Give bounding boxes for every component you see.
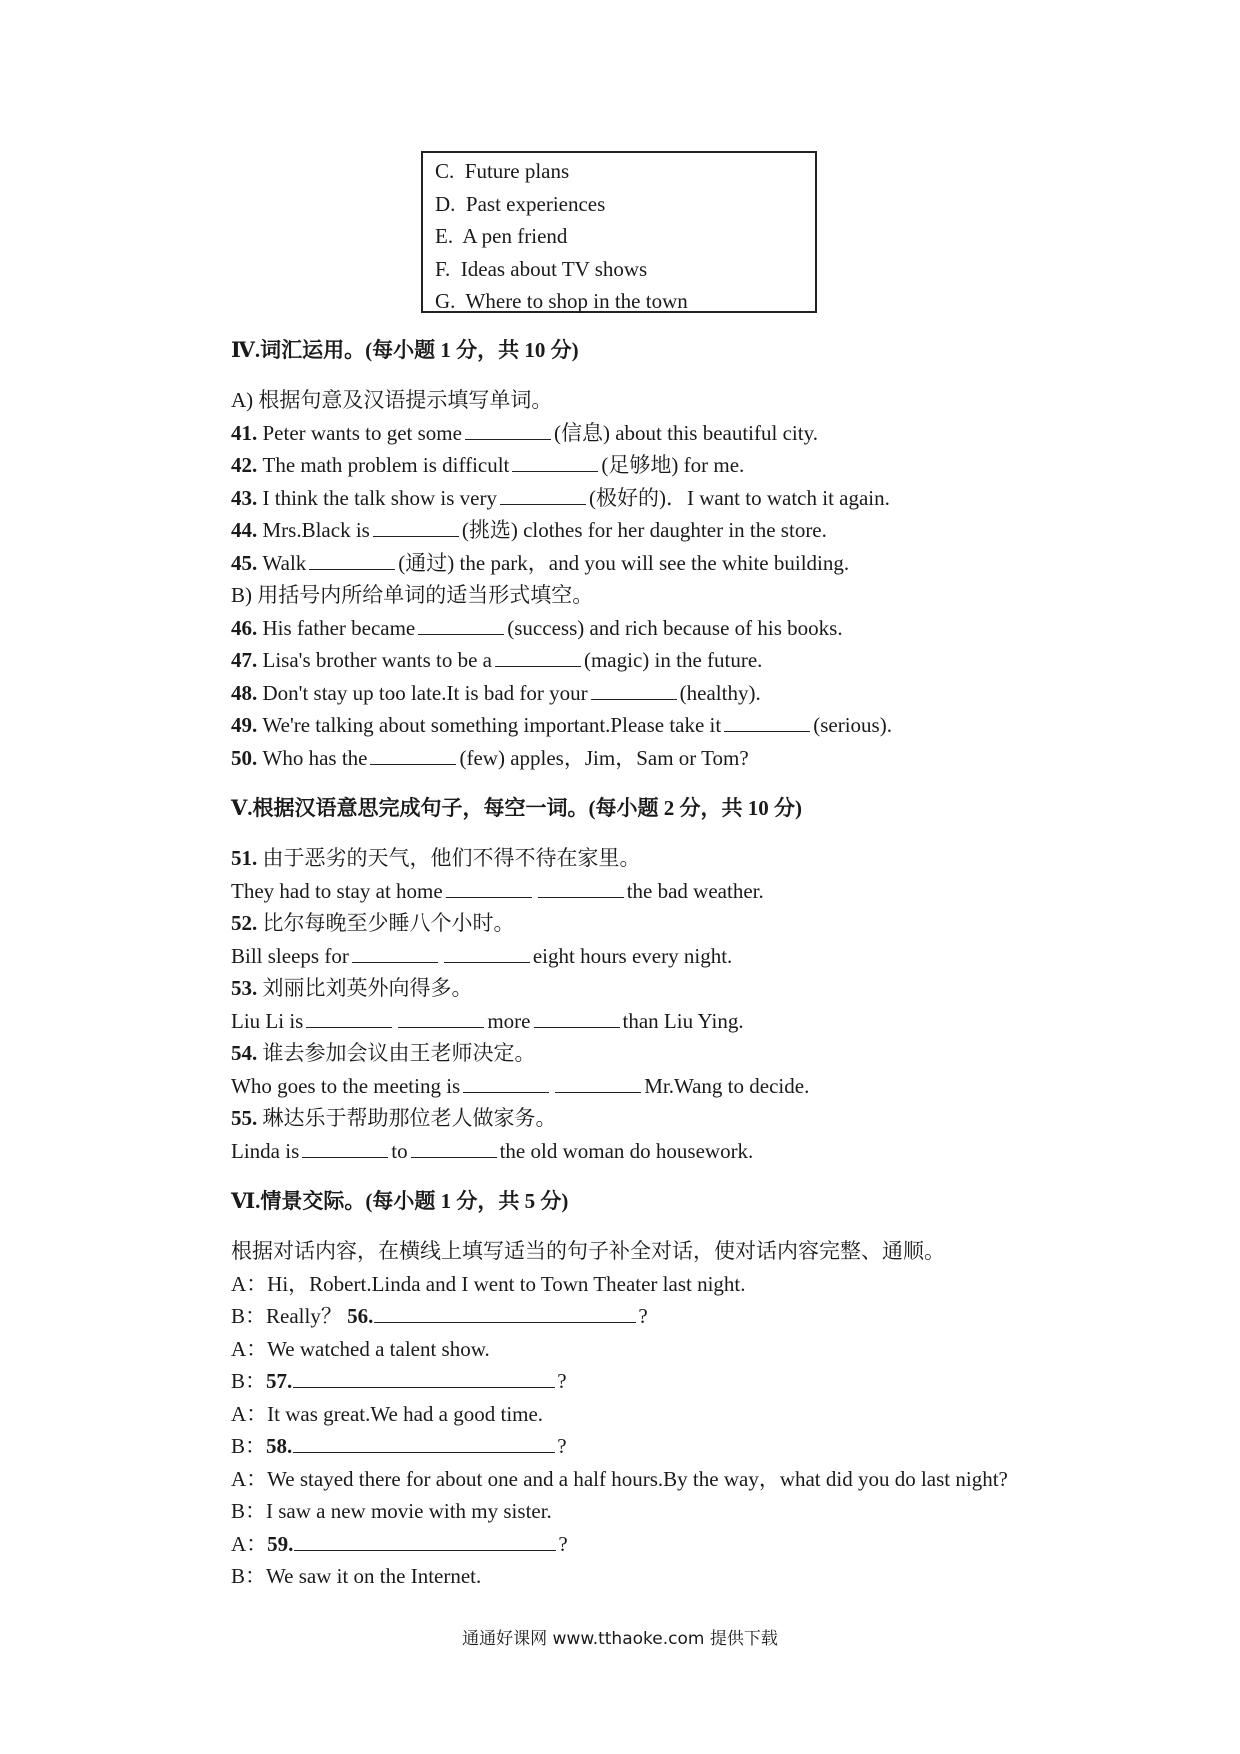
options-box: [421, 151, 817, 313]
speaker-label: B：: [231, 1369, 267, 1393]
dialog-text: Hi，Robert.Linda and I went to Town Theater last night.: [267, 1271, 746, 1296]
answer-blank[interactable]: [374, 1302, 636, 1323]
dialog-line: [231, 1560, 1131, 1593]
question-text: His father became: [262, 615, 416, 640]
section-4-title: Ⅳ.词汇运用。(每小题 1 分，共 10 分): [231, 338, 579, 362]
exam-content: [231, 330, 1131, 1593]
sentence-part: to: [391, 1138, 408, 1163]
question-mark: ?: [558, 1531, 568, 1556]
question-chinese: 琳达乐于帮助那位老人做家务。: [262, 1106, 557, 1130]
option-d: [435, 188, 815, 221]
answer-blank[interactable]: [370, 744, 456, 765]
question-48: [231, 677, 1131, 710]
question-text: (magic) in the future.: [583, 648, 763, 672]
option-c: [435, 155, 815, 188]
question-55-sentence: [231, 1135, 1131, 1168]
question-text: I think the talk show is very: [262, 485, 497, 510]
sentence-part: Who goes to the meeting is: [231, 1073, 461, 1098]
option-text: Where to shop in the town: [465, 289, 688, 314]
answer-blank[interactable]: [538, 877, 624, 898]
question-number: 42.: [231, 453, 258, 477]
option-text: A pen friend: [462, 224, 568, 249]
dialog-text: We watched a talent show.: [267, 1336, 490, 1361]
sentence-part: eight hours every night.: [532, 943, 733, 968]
answer-blank[interactable]: [293, 1367, 555, 1388]
question-text: (信息) about this beautiful city.: [553, 420, 818, 445]
question-text: Peter wants to get some: [262, 420, 462, 445]
question-43: [231, 482, 1131, 515]
question-text: Mrs.Black is: [262, 518, 370, 542]
answer-blank[interactable]: [418, 614, 504, 635]
dialog-line: [231, 1430, 1131, 1463]
question-52-prompt: [231, 907, 1131, 940]
sentence-part: Mr.Wang to decide.: [644, 1073, 810, 1098]
sentence-part: than Liu Ying.: [622, 1008, 744, 1033]
speaker-label: B：: [231, 1434, 267, 1458]
speaker-label: B：: [231, 1304, 267, 1328]
dialog-text: We stayed there for about one and a half hours.By the way，what did you do last night?: [267, 1466, 1008, 1491]
answer-blank[interactable]: [293, 1432, 555, 1453]
question-number: 53.: [231, 976, 258, 1000]
question-text: We're talking about something important.Please take it: [262, 713, 722, 737]
option-letter: F.: [435, 256, 451, 281]
sentence-part: the bad weather.: [626, 878, 764, 903]
answer-blank[interactable]: [534, 1007, 620, 1028]
option-letter: G.: [435, 289, 456, 314]
question-number: 51.: [231, 846, 258, 870]
question-51-prompt: [231, 842, 1131, 875]
answer-blank[interactable]: [591, 679, 677, 700]
speaker-label: A：: [231, 1336, 268, 1361]
question-number: 54.: [231, 1041, 258, 1065]
option-e: [435, 220, 815, 253]
question-chinese: 比尔每晚至少睡八个小时。: [262, 911, 515, 935]
dialog-line: [231, 1300, 1131, 1333]
answer-blank[interactable]: [398, 1007, 484, 1028]
question-52-sentence: [231, 940, 1131, 973]
section-4-part-b: B) 用括号内所给单词的适当形式填空。: [231, 583, 594, 607]
question-number: 59.: [267, 1531, 294, 1556]
question-number: 47.: [231, 648, 258, 672]
answer-blank[interactable]: [495, 646, 581, 667]
option-text: Past experiences: [465, 191, 606, 216]
question-44: [231, 514, 1131, 547]
question-mark: ?: [557, 1434, 567, 1458]
sentence-part: Bill sleeps for: [231, 943, 349, 968]
question-text: (serious).: [813, 713, 892, 737]
question-number: 52.: [231, 911, 258, 935]
question-text: (success) and rich because of his books.: [507, 615, 843, 640]
dialog-line: [231, 1268, 1131, 1301]
question-mark: ?: [638, 1304, 648, 1328]
question-51-sentence: [231, 875, 1131, 908]
answer-blank[interactable]: [555, 1072, 641, 1093]
speaker-label: A：: [231, 1271, 268, 1296]
option-f: [435, 253, 815, 286]
sentence-part: Linda is: [231, 1138, 300, 1163]
answer-blank[interactable]: [724, 711, 810, 732]
speaker-label: B：: [231, 1564, 267, 1588]
sentence-part: the old woman do housework.: [499, 1138, 754, 1163]
dialog-line: [231, 1333, 1131, 1366]
answer-blank[interactable]: [446, 877, 532, 898]
question-55-prompt: [231, 1102, 1131, 1135]
option-letter: E.: [435, 224, 454, 249]
sentence-part: They had to stay at home: [231, 878, 443, 903]
question-number: 50.: [231, 745, 258, 770]
option-text: Future plans: [464, 159, 570, 183]
question-49: [231, 709, 1131, 742]
speaker-label: A：: [231, 1531, 268, 1556]
question-mark: ?: [557, 1369, 567, 1393]
answer-blank[interactable]: [294, 1530, 556, 1551]
page-footer: 通通好课网 www.tthaoke.com 提供下载: [462, 1629, 778, 1649]
question-number: 46.: [231, 615, 258, 640]
question-text: (极好的)．I want to watch it again.: [588, 485, 890, 510]
section-5-title: Ⅴ.根据汉语意思完成句子，每空一词。(每小题 2 分，共 10 分): [231, 796, 803, 820]
option-letter: D.: [435, 191, 456, 216]
dialog-text: It was great.We had a good time.: [267, 1401, 544, 1426]
question-50: [231, 742, 1131, 775]
question-number: 41.: [231, 420, 258, 445]
question-54-sentence: [231, 1070, 1131, 1103]
answer-blank[interactable]: [512, 451, 598, 472]
question-text: (healthy).: [679, 680, 761, 705]
dialog-text: Really？: [266, 1304, 342, 1328]
question-text: (挑选) clothes for her daughter in the store.: [461, 518, 827, 542]
question-number: 44.: [231, 518, 258, 542]
sentence-part: Liu Li is: [231, 1008, 304, 1033]
question-number: 49.: [231, 713, 258, 737]
dialog-line: [231, 1463, 1131, 1496]
section-6-instruction: 根据对话内容，在横线上填写适当的句子补全对话，使对话内容完整、通顺。: [231, 1239, 945, 1263]
dialog-text: We saw it on the Internet.: [266, 1564, 482, 1588]
question-number: 57.: [266, 1369, 293, 1393]
answer-blank[interactable]: [411, 1137, 497, 1158]
question-number: 43.: [231, 485, 258, 510]
question-54-prompt: [231, 1037, 1131, 1070]
question-chinese: 谁去参加会议由王老师决定。: [262, 1041, 536, 1065]
speaker-label: A：: [231, 1466, 268, 1491]
question-47: [231, 644, 1131, 677]
answer-blank[interactable]: [463, 1072, 549, 1093]
dialog-line: [231, 1398, 1131, 1431]
question-number: 58.: [266, 1434, 293, 1458]
section-4-part-a: A) 根据句意及汉语提示填写单词。: [231, 388, 553, 412]
question-number: 56.: [347, 1304, 374, 1328]
answer-blank[interactable]: [373, 516, 459, 537]
dialog-line: [231, 1495, 1131, 1528]
question-text: (足够地) for me.: [601, 453, 745, 477]
question-text: (通过) the park，and you will see the white building.: [398, 550, 850, 575]
answer-blank[interactable]: [500, 484, 586, 505]
dialog-line: [231, 1365, 1131, 1398]
answer-blank[interactable]: [306, 1007, 392, 1028]
question-42: [231, 449, 1131, 482]
sentence-part: more: [487, 1008, 531, 1033]
dialog-text: I saw a new movie with my sister.: [266, 1499, 552, 1523]
question-46: [231, 612, 1131, 645]
question-text: Lisa's brother wants to be a: [262, 648, 492, 672]
answer-blank[interactable]: [302, 1137, 388, 1158]
question-53-prompt: [231, 972, 1131, 1005]
question-text: Don't stay up too late.It is bad for your: [262, 680, 588, 705]
question-number: 45.: [231, 550, 258, 575]
speaker-label: B：: [231, 1499, 267, 1523]
question-chinese: 刘丽比刘英外向得多。: [262, 976, 473, 1000]
section-6-title: Ⅵ.情景交际。(每小题 1 分，共 5 分): [231, 1189, 569, 1213]
question-number: 48.: [231, 680, 258, 705]
answer-blank[interactable]: [465, 419, 551, 440]
option-g: [435, 285, 815, 318]
answer-blank[interactable]: [444, 942, 530, 963]
question-41: [231, 417, 1131, 450]
option-text: Ideas about TV shows: [460, 256, 648, 281]
answer-blank[interactable]: [352, 942, 438, 963]
question-chinese: 由于恶劣的天气，他们不得不待在家里。: [262, 846, 641, 870]
dialog-line: [231, 1528, 1131, 1561]
question-number: 55.: [231, 1106, 258, 1130]
question-text: The math problem is difficult: [262, 453, 510, 477]
option-letter: C.: [435, 159, 455, 183]
speaker-label: A：: [231, 1401, 268, 1426]
question-text: Walk: [262, 550, 307, 575]
question-45: [231, 547, 1131, 580]
question-text: (few) apples，Jim，Sam or Tom?: [459, 745, 749, 770]
question-text: Who has the: [262, 745, 368, 770]
question-53-sentence: [231, 1005, 1131, 1038]
answer-blank[interactable]: [309, 549, 395, 570]
